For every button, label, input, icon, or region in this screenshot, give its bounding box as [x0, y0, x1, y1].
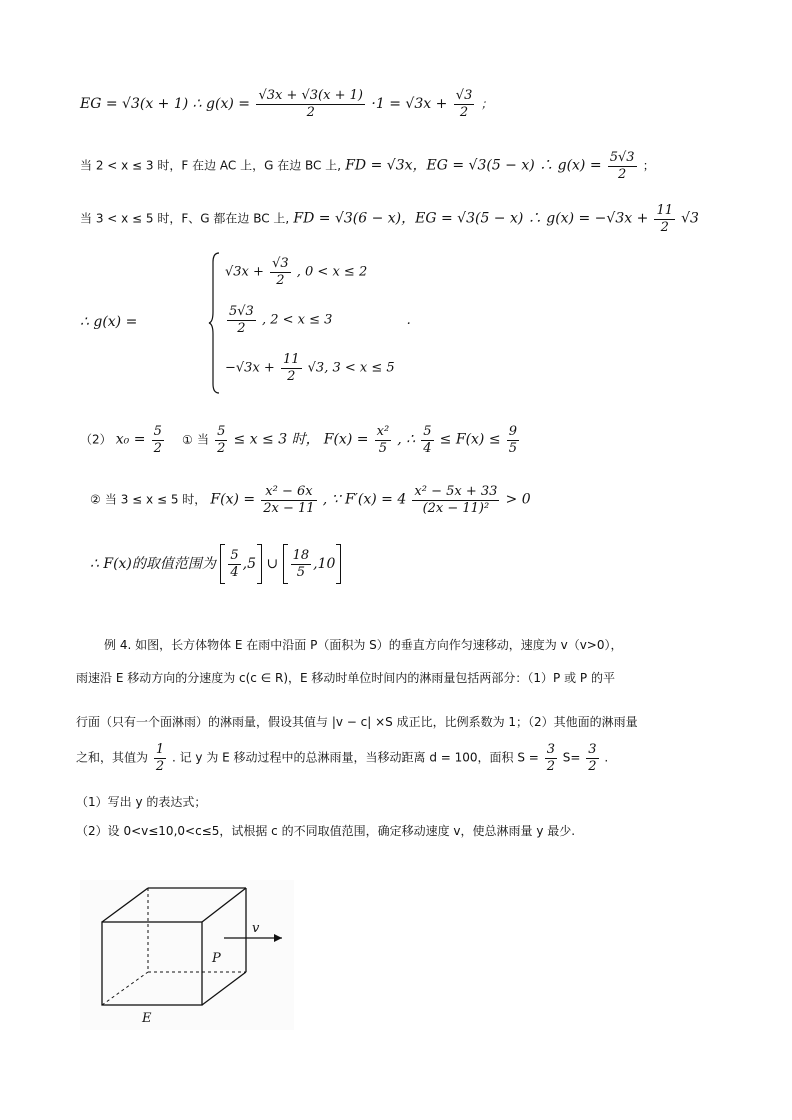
object-e-label: E	[142, 1011, 152, 1026]
lo-fraction	[421, 424, 433, 456]
eq2-num: 5√3	[609, 150, 635, 165]
w-fraction	[215, 424, 227, 456]
face-p-label: P	[212, 951, 221, 966]
p4-den3: 2	[588, 758, 597, 774]
then-1: , ∴	[397, 431, 416, 448]
interval-1	[220, 548, 262, 580]
F2-fraction	[261, 484, 316, 516]
case1-den: 2	[276, 272, 285, 288]
interval1-tail: ,5	[242, 556, 256, 573]
eq1-num2: √3	[455, 88, 473, 103]
interval2-den: 5	[296, 564, 306, 580]
case1-num: √3	[272, 256, 289, 271]
eq2-condition: 当 2 < x ≤ 3 时，F 在边 AC 上，G 在边 BC 上,	[80, 158, 342, 173]
when-2: 当 3 ≤ x ≤ 5 时，	[104, 492, 207, 507]
interval1-fraction	[228, 548, 240, 580]
F2-den: 2x − 11	[263, 500, 315, 516]
p4-den1: 2	[155, 758, 165, 774]
w-den: 2	[217, 440, 226, 456]
case-1	[225, 256, 367, 288]
eq1-den: 2	[306, 104, 315, 120]
eq2-expression: FD = √3x，EG = √3(5 − x) ∴ g(x) =	[345, 157, 602, 174]
case3-num: 11	[282, 352, 300, 367]
F2-num: x² − 6x	[261, 484, 316, 501]
range-1: ≤ x ≤ 3 时，	[233, 431, 320, 448]
lo-num: 5	[423, 424, 432, 439]
hi-den: 5	[508, 440, 517, 456]
example4-line3: 行面（只有一个面淋雨）的淋雨量，假设其值与 |v − c| ×S 成正比，比例系数为 1；（2）其他面的淋雨量	[76, 715, 638, 729]
question-2: （2）设 0<v≤10,0<c≤5，试根据 c 的不同取值范围，确定移动速度 v，使总淋雨量 y 最少.	[76, 824, 576, 838]
interval2-num: 18	[292, 548, 310, 563]
example4-line2: 雨速沿 E 移动方向的分速度为 c(c ∈ R)，E 移动时单位时间内的淋雨量包括两部分：（1）P 或 P 的平	[76, 671, 615, 685]
when-1: 当	[196, 432, 209, 447]
lo-den: 4	[423, 440, 432, 456]
union-symbol: ∪	[266, 556, 279, 573]
derivative-num: x² − 5x + 33	[414, 484, 498, 499]
example4-line1: 例 4. 如图，长方体物体 E 在雨中沿面 P（面积为 S）的垂直方向作匀速移动，速度为 v（v>0），	[104, 638, 623, 652]
F1-den: 5	[378, 440, 388, 456]
derivative-lhs: , ∵ F′(x) = 4	[322, 491, 407, 508]
case3-fraction	[281, 352, 302, 384]
range-result	[90, 548, 341, 580]
equation-case-3-5	[80, 203, 699, 235]
equation-eg	[80, 88, 493, 120]
case3-cond: √3, 3 < x ≤ 5	[307, 360, 395, 376]
x0-den: 2	[153, 440, 162, 456]
question-1: （1）写出 y 的表达式；	[76, 795, 207, 809]
box-figure	[80, 880, 294, 1030]
case1-pre: √3x +	[225, 264, 264, 280]
derivative-den: (2x − 11)²	[422, 500, 490, 516]
circle-two: ②	[90, 492, 101, 507]
eq1-mid: ·1 = √3x +	[371, 96, 448, 113]
w-num: 5	[217, 424, 226, 439]
ineq-mid: ≤ F(x) ≤	[439, 431, 501, 448]
piecewise-dot: .	[406, 312, 411, 328]
x0-fraction	[152, 424, 164, 456]
case1-fraction	[270, 256, 291, 288]
interval2-fraction	[291, 548, 312, 580]
p4-fraction3	[586, 742, 598, 774]
result-prefix: ∴ F(x)的取值范围为	[90, 556, 216, 573]
p4-num2: 3	[546, 742, 555, 757]
x0-label: x₀ =	[115, 431, 146, 448]
interval2-tail: ,10	[313, 556, 336, 573]
case3-den: 2	[287, 368, 296, 384]
x0-num: 5	[153, 424, 162, 439]
hi-num: 9	[508, 424, 517, 439]
F-def-1: F(x) =	[323, 431, 369, 448]
part2-line2	[90, 484, 531, 516]
eq3-num: 11	[656, 203, 673, 218]
eq1-tail: ；	[480, 97, 493, 112]
case3-pre: −√3x +	[225, 360, 275, 376]
part2-line1	[80, 424, 521, 456]
eq1-fraction2	[454, 88, 475, 120]
p4-den2: 2	[546, 758, 555, 774]
velocity-label: v	[252, 921, 260, 936]
equation-case-2-3	[80, 150, 655, 182]
p4-mid: . 记 y 为 E 移动过程中的总淋雨量，当移动距离 d = 100，面积 S =	[171, 750, 539, 765]
p4-num3: 3	[588, 742, 597, 757]
eq3-tail: √3	[681, 210, 699, 227]
case2-fraction	[227, 304, 256, 336]
F1-fraction	[375, 424, 392, 456]
p4-fraction2	[545, 742, 557, 774]
interval-2	[283, 548, 342, 580]
F1-num: x²	[376, 424, 390, 439]
derivative-fraction	[412, 484, 499, 516]
circle-one: ①	[182, 432, 193, 447]
eq3-fraction	[654, 203, 675, 235]
case2-den: 2	[237, 320, 246, 336]
eq3-expression: FD = √3(6 − x)，EG = √3(5 − x) ∴ g(x) = −√3x +	[293, 210, 649, 227]
interval1-den: 4	[230, 564, 239, 580]
case-2	[225, 304, 411, 336]
eq1-num: √3x + √3(x + 1)	[258, 88, 363, 103]
case1-cond: , 0 < x ≤ 2	[296, 264, 368, 280]
F-def-2: F(x) =	[210, 491, 256, 508]
eq2-tail: ；	[642, 158, 655, 173]
case2-num: 5√3	[229, 304, 254, 319]
p4-pre: 之和，其值为	[76, 750, 149, 765]
eq2-den: 2	[617, 166, 627, 182]
cuboid-diagram	[80, 880, 294, 1030]
part2-label: （2）	[80, 432, 112, 447]
eq1-den2: 2	[459, 104, 469, 120]
p4-fraction1	[154, 742, 166, 774]
derivative-tail: > 0	[505, 491, 531, 508]
eq3-condition: 当 3 < x ≤ 5 时，F、G 都在边 BC 上,	[80, 211, 290, 226]
eq3-den: 2	[660, 219, 669, 235]
eq1-lhs: EG = √3(x + 1) ∴ g(x) =	[80, 96, 250, 113]
hi-fraction	[507, 424, 519, 456]
left-brace-icon	[208, 252, 220, 394]
p4-num1: 1	[155, 742, 165, 757]
eq2-fraction	[608, 150, 637, 182]
eq1-fraction	[256, 88, 365, 120]
interval1-num: 5	[230, 548, 239, 563]
p4-s: S=	[562, 750, 581, 765]
example4-line4	[76, 742, 716, 774]
case2-cond: , 2 < x ≤ 3	[261, 312, 333, 328]
piecewise-lhs: ∴ g(x) =	[80, 314, 138, 330]
p4-end: .	[604, 750, 609, 765]
case-3	[225, 352, 395, 384]
